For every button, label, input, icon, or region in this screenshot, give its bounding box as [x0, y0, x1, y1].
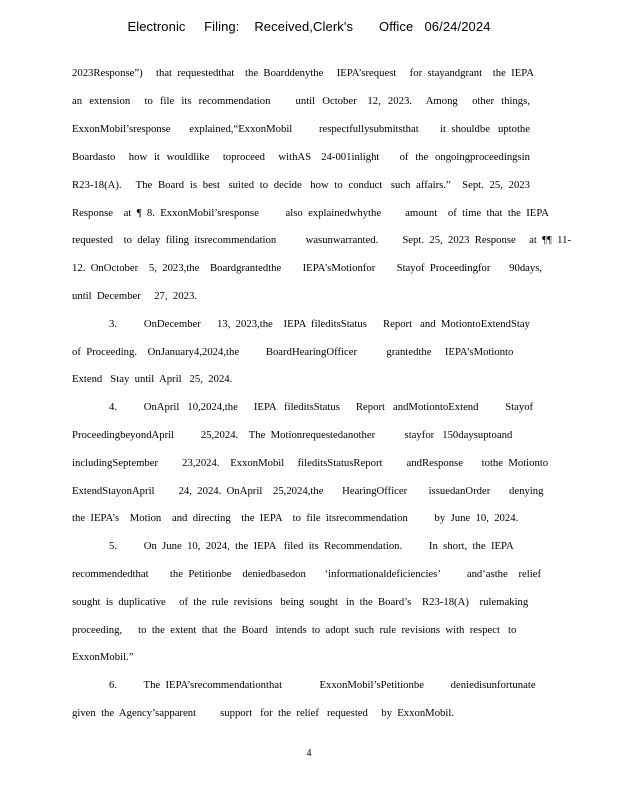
body-line: of Proceeding. OnJanuary4,2024,the BoardHearingOfficer grantedthe IEPA’sMotionto	[72, 346, 514, 358]
body-line: the IEPA’s Motion and directing the IEPA to file itsrecommendation by June 10, 2024.	[72, 512, 519, 524]
paragraph-3-first-line: 3. OnDecember 13, 2023,the IEPA fileditsStatus Report and MotiontoExtendStay	[109, 318, 530, 330]
electronic-filing-header: Electronic Filing: Received,Clerk's Office 06/24/2024	[127, 19, 491, 34]
body-line: proceeding, to the extent that the Board intends to adopt such rule revisions with respect to	[72, 624, 517, 636]
body-line: recommendedthat the Petitionbe deniedbasedon ‘informationaldeficiencies’ and‘asthe relief	[72, 568, 542, 580]
page-number: 4	[306, 748, 312, 759]
body-line: ExtendStayonApril 24, 2024. OnApril 25,2024,the HearingOfficer issuedanOrder denying	[72, 485, 544, 497]
body-line: requested to delay filing itsrecommendation wasunwarranted. Sept. 25, 2023 Response at ¶¶ 11-	[72, 234, 572, 246]
paragraph-4-first-line: 4. OnApril 10,2024,the IEPA fileditsStatus Report andMotiontoExtend Stayof	[109, 401, 534, 413]
body-line: an extension to file its recommendation until October 12, 2023. Among other things,	[72, 95, 530, 107]
body-line: 2023Response”) that requestedthat the Boarddenythe IEPA’srequest for stayandgrant the IEPA	[72, 67, 534, 79]
body-line: 12. OnOctober 5, 2023,the Boardgrantedthe IEPA’sMotionfor Stayof Proceedingfor 90days,	[72, 262, 543, 274]
body-line: Boardasto how it wouldlike toproceed withAS 24-001inlight of the ongoingproceedingsin	[72, 151, 530, 163]
body-line: ExxonMobil.”	[72, 651, 134, 663]
body-line: ProceedingbeyondApril 25,2024. The Motionrequestedanother stayfor 150daysuptoand	[72, 429, 513, 441]
body-line: Extend Stay until April 25, 2024.	[72, 373, 233, 385]
body-line: ExxonMobil’sresponse explained,“ExxonMobil respectfullysubmitsthat it shouldbe uptothe	[72, 123, 531, 135]
body-line: sought is duplicative of the rule revisions being sought in the Board’s R23-18(A) rulemaking	[72, 596, 529, 608]
body-line: given the Agency’sapparent support for the relief requested by ExxonMobil.	[72, 707, 454, 719]
body-line: Response at ¶ 8. ExxonMobil’sresponse also explainedwhythe amount of time that the IEPA	[72, 207, 550, 219]
body-line: R23-18(A). The Board is best suited to decide how to conduct such affairs.” Sept. 25, 2023	[72, 179, 530, 191]
paragraph-6-first-line: 6. The IEPA’srecommendationthat ExxonMobil’sPetitionbe deniedisunfortunate	[109, 679, 536, 691]
paragraph-5-first-line: 5. On June 10, 2024, the IEPA filed its Recommendation. In short, the IEPA	[109, 540, 514, 552]
body-line: until December 27, 2023.	[72, 290, 197, 302]
body-line: includingSeptember 23,2024. ExxonMobil fileditsStatusReport andResponse tothe Motionto	[72, 457, 549, 469]
